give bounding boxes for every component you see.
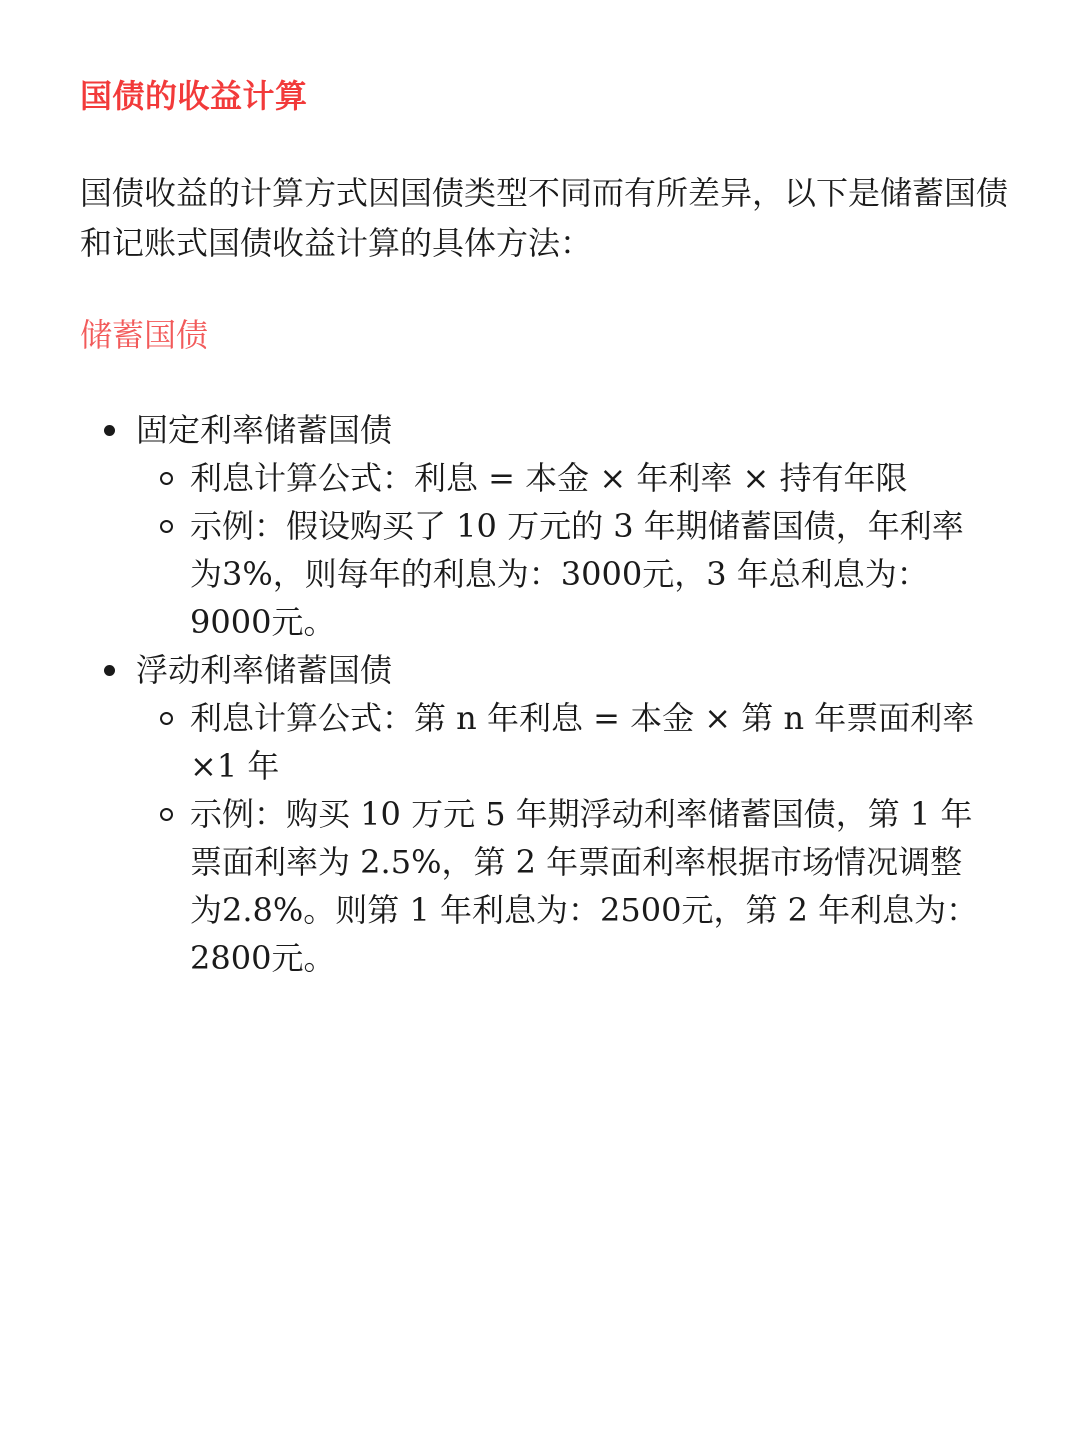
section-heading: 储蓄国债 (80, 316, 209, 354)
list-item-label: 固定利率储蓄国债 (136, 411, 393, 449)
sub-list-item-example (136, 790, 980, 982)
bond-type-list (80, 406, 1020, 982)
sub-list-item-text: 利息计算公式：利息 = 本金 × 年利率 × 持有年限 (190, 459, 908, 497)
list-item-fixed-rate (80, 406, 1020, 646)
list-item-label: 浮动利率储蓄国债 (136, 651, 393, 689)
sub-list-item-text: 示例：假设购买了 10 万元的 3 年期储蓄国债，年利率为3%，则每年的利息为：3000元，3 年总利息为：9000元。 (190, 507, 964, 641)
sub-list (136, 454, 1020, 646)
bullet-dot-icon (104, 665, 115, 676)
bullet-circle-icon (160, 808, 173, 821)
sub-list-item-formula (136, 694, 980, 790)
bullet-circle-icon (160, 472, 173, 485)
bullet-dot-icon (104, 425, 115, 436)
list-item-floating-rate (80, 646, 1020, 982)
bullet-circle-icon (160, 520, 173, 533)
sub-list (136, 694, 1020, 982)
sub-list-item-example (136, 502, 980, 646)
intro-paragraph: 国债收益的计算方式因国债类型不同而有所差异，以下是储蓄国债和记账式国债收益计算的具体方法： (80, 174, 1009, 262)
page-title: 国债的收益计算 (80, 77, 308, 115)
sub-list-item-text: 示例：购买 10 万元 5 年期浮动利率储蓄国债，第 1 年票面利率为 2.5%，第 2 年票面利率根据市场情况调整为2.8%。则第 1 年利息为：2500元，第 2 年利息为：2800元。 (190, 795, 979, 977)
sub-list-item-formula (136, 454, 980, 502)
bullet-circle-icon (160, 712, 173, 725)
sub-list-item-text: 利息计算公式：第 n 年利息 = 本金 × 第 n 年票面利率 ×1 年 (190, 699, 975, 785)
